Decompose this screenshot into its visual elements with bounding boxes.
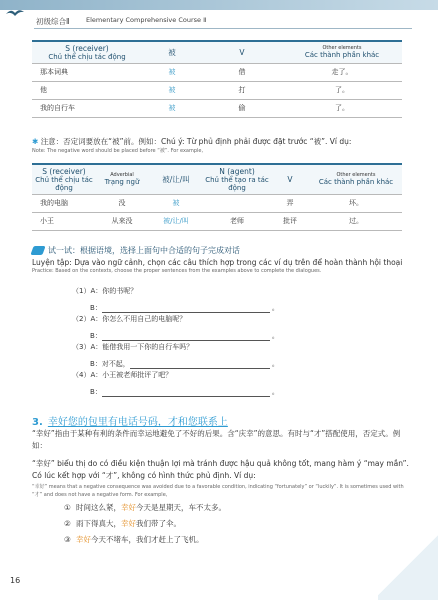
practice-title: 试一试：根据语境，选择上面句中合适的句子完成对话 <box>32 245 422 256</box>
t1-header-bei: 被 <box>142 41 202 63</box>
page-corner-decoration <box>378 530 438 600</box>
grammar-table-2 <box>32 163 402 231</box>
answer-line[interactable] <box>102 305 270 313</box>
t1-header-other: Other elements Các thành phần khác <box>282 41 402 63</box>
practice-item-2: （2）A：你怎么不用自己的电脑呢？ B： 。 <box>72 315 279 340</box>
section-3-paragraph-cn: “幸好”指由于某种有利的条件而幸运地避免了不好的后果。含“庆幸”的意思。有时与“才”搭配使用，否定式。例如： <box>32 429 401 450</box>
header-title-en: Elementary Comprehensive Course Ⅱ <box>86 16 207 24</box>
page-number: 16 <box>10 576 21 585</box>
bird-icon <box>6 8 24 18</box>
example-2: ② 雨下得真大，幸好我们带了伞。 <box>64 519 181 528</box>
asterisk-icon: ✱ <box>32 137 39 146</box>
practice-block <box>32 245 422 274</box>
section-3-heading: 3. 幸好您的包里有电话号码，才和您联系上 <box>32 417 228 428</box>
grammar-table-1 <box>32 40 402 118</box>
t2-header-other: Other elements Các thành phần khác <box>310 164 402 194</box>
pencil-icon <box>30 246 45 255</box>
answer-line[interactable] <box>130 361 270 369</box>
answer-line[interactable] <box>102 389 270 397</box>
note-english: Note: The negative word should be placed before “被”. For example, <box>32 148 204 154</box>
practice-item-4: （4）A：小王被老师批评了吧？ B： 。 <box>72 371 279 396</box>
table-row: 他 被 打 了。 <box>32 81 402 99</box>
practice-item-1: （1）A：你的书呢？ B： 。 <box>72 287 279 312</box>
header-band <box>0 0 438 10</box>
t2-header-v: V <box>270 164 310 194</box>
practice-en: Practice: Based on the contexts, choose the proper sentences from the examples above to complete the dialogues. <box>32 268 322 274</box>
section-3-paragraph-en: “幸好” means that a negative consequence was avoided due to a favorable condition, indicating “fortunately” or “luckily”. It is sometimes used with “才” and does not have a negative form. For example, <box>32 484 404 498</box>
note-block <box>32 136 412 155</box>
table-row: 我的电脑 没 被 弄 坏。 <box>32 194 402 212</box>
t2-header-bei: 被/让/叫 <box>148 164 204 194</box>
t2-header-agent: N (agent) Chủ thể tạo ra tác động <box>204 164 270 194</box>
practice-vi: Luyện tập: Dựa vào ngữ cảnh, chọn các câu thích hợp trong các ví dụ trên để hoàn thành hội thoại <box>32 258 403 267</box>
header-rule <box>34 28 412 29</box>
page-header <box>0 0 438 34</box>
table-row: 那本词典 被 借 走了。 <box>32 63 402 81</box>
table-row: 我的自行车 被 偷 了。 <box>32 99 402 117</box>
t1-header-subject: S (receiver) Chủ thể chịu tác động <box>32 41 142 63</box>
note-text: 注意：否定词要放在“被”前。例如：Chú ý: Từ phủ định phải được đặt trước “被”. Ví dụ: <box>40 137 352 146</box>
t1-header-v: V <box>202 41 282 63</box>
answer-line[interactable] <box>102 333 270 341</box>
table-row: 小王 从来没 被/让/叫 老师 批评 过。 <box>32 212 402 230</box>
section-3-paragraph-vi: “幸好” biểu thị do có điều kiện thuận lợi mà tránh được hậu quả không tốt, mang hàm ý “may mắn”. Có lúc kết hợp với “才”, không có hình thức phủ định. Ví dụ: <box>32 459 409 480</box>
example-3: ③ 幸好今天不堵车，我们才赶上了飞机。 <box>64 535 204 544</box>
example-1: ① 时间这么紧，幸好今天是星期天，车不太多。 <box>64 503 226 512</box>
practice-item-3: （3）A：能借我用一下你的自行车吗？ B：对不起， 。 <box>72 343 279 368</box>
header-title-cn: 初级综合Ⅱ <box>36 17 70 26</box>
t2-header-subject: S (receiver) Chủ thể chịu tác động <box>32 164 96 194</box>
t2-header-adv: Adverbial Trạng ngữ <box>96 164 148 194</box>
